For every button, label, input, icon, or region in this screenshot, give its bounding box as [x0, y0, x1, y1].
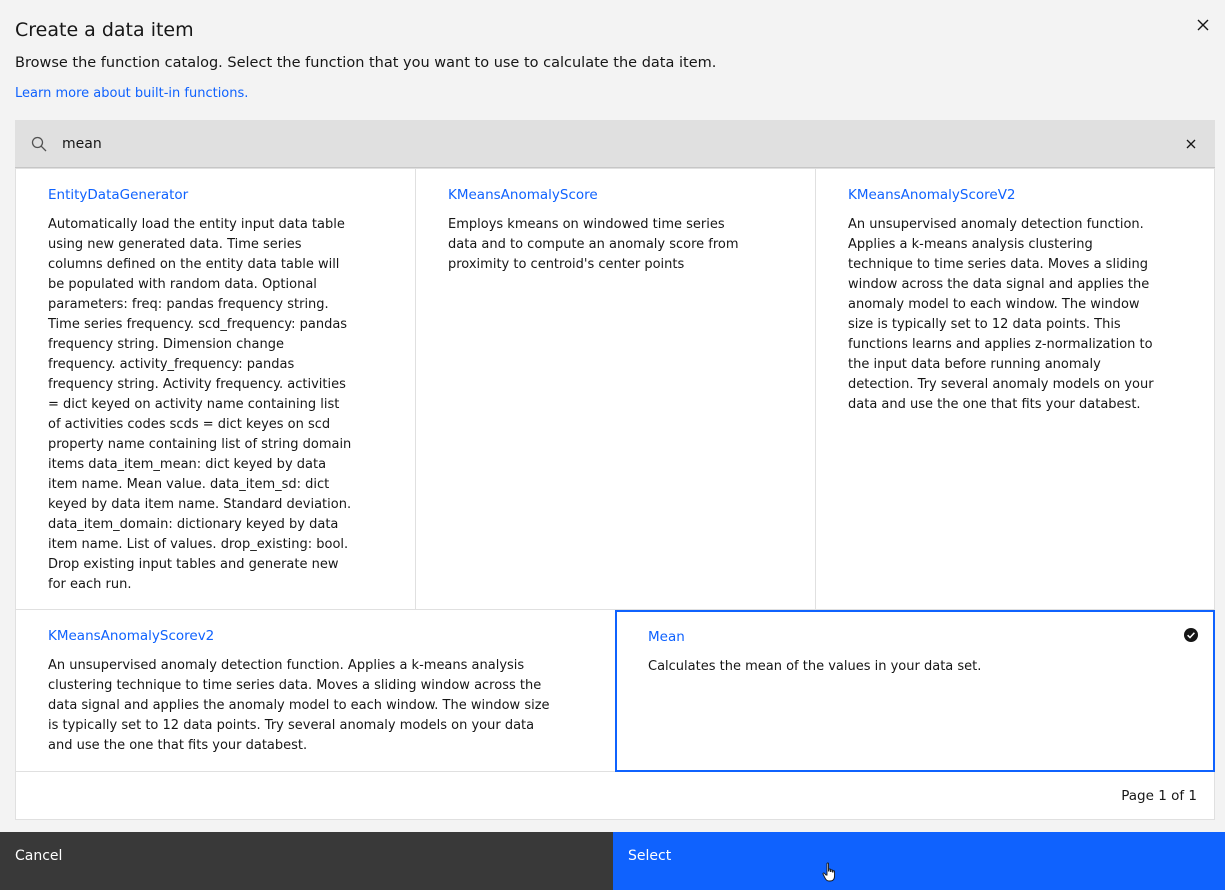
learn-more-link[interactable]: Learn more about built-in functions. [15, 86, 249, 101]
pagination [15, 772, 1215, 820]
checkmark-filled-icon [1183, 627, 1199, 643]
close-icon [1196, 18, 1210, 32]
function-tile-mean[interactable] [615, 610, 1215, 772]
function-tile-description: Calculates the mean of the values in your data set. [648, 659, 982, 674]
select-button-label: Select [628, 848, 672, 864]
function-tile-kmeansanomalyscorev2[interactable] [815, 168, 1215, 610]
function-tile-title: KMeansAnomalyScore [448, 187, 598, 203]
close-button[interactable] [1192, 14, 1214, 36]
function-tile-kmeansanomalyscore[interactable] [415, 168, 816, 610]
function-tile-title: Mean [648, 629, 685, 645]
search-input[interactable] [62, 120, 1162, 167]
modal-title: Create a data item [15, 19, 194, 41]
page-indicator: Page 1 of 1 [1121, 788, 1197, 804]
function-tile-title: EntityDataGenerator [48, 187, 189, 203]
function-tile-title: KMeansAnomalyScoreV2 [848, 187, 1016, 203]
select-button[interactable] [613, 832, 1225, 890]
modal-subtitle: Browse the function catalog. Select the function that you want to use to calculate the data item. [15, 55, 717, 71]
search-bar [15, 120, 1215, 168]
cancel-button-label: Cancel [15, 848, 63, 864]
clear-search-button[interactable] [1181, 134, 1201, 154]
function-tile-description: An unsupervised anomaly detection function. Applies a k-means analysis clustering technique to time series data. Moves a sliding window across the data signal and applies the anomaly model to each window. The window size is typically set to 12 data points. This functions learns and applies z-normalization to the input data before running anomaly detection. Try several anomaly models on your data and use the one that fits your databest. [848, 217, 1154, 412]
function-tile-entitydatagenerator[interactable] [15, 168, 416, 610]
search-icon [31, 136, 47, 152]
function-tile-title: KMeansAnomalyScorev2 [48, 628, 215, 644]
close-icon [1186, 139, 1196, 149]
function-tile-description: An unsupervised anomaly detection function. Applies a k-means analysis clustering technique to time series data. Moves a sliding window across the data signal and applies the anomaly model to each window. The window size is typically set to 12 data points. Try several anomaly models on your data and use the one that fits your databest. [48, 658, 550, 753]
function-tile-description: Automatically load the entity input data table using new generated data. Time series columns defined on the entity data table will be populated with random data. Optional parameters: freq: pandas frequency string. Time series frequency. scd_frequency: pandas frequency string. Dimension change frequency. activity_frequency: pandas frequency string. Activity frequency. activities = dict keyed on activity name containing list of activities codes scds = dict keyes on scd property name containing list of string domain items data_item_mean: dict keyed by data item name. Mean value. data_item_sd: dict keyed by data item name. Standard deviation. data_item_domain: dictionary keyed by data item name. List of values. drop_existing: bool. Drop existing input tables and generate new for each run. [48, 217, 352, 592]
cancel-button[interactable] [0, 832, 613, 890]
function-tile-description: Employs kmeans on windowed time series data and to compute an anomaly score from proximity to centroid's center points [448, 217, 739, 272]
function-tile-kmeansanomalyscorev2-lower[interactable] [15, 609, 616, 772]
hand-pointer-icon [822, 862, 840, 884]
